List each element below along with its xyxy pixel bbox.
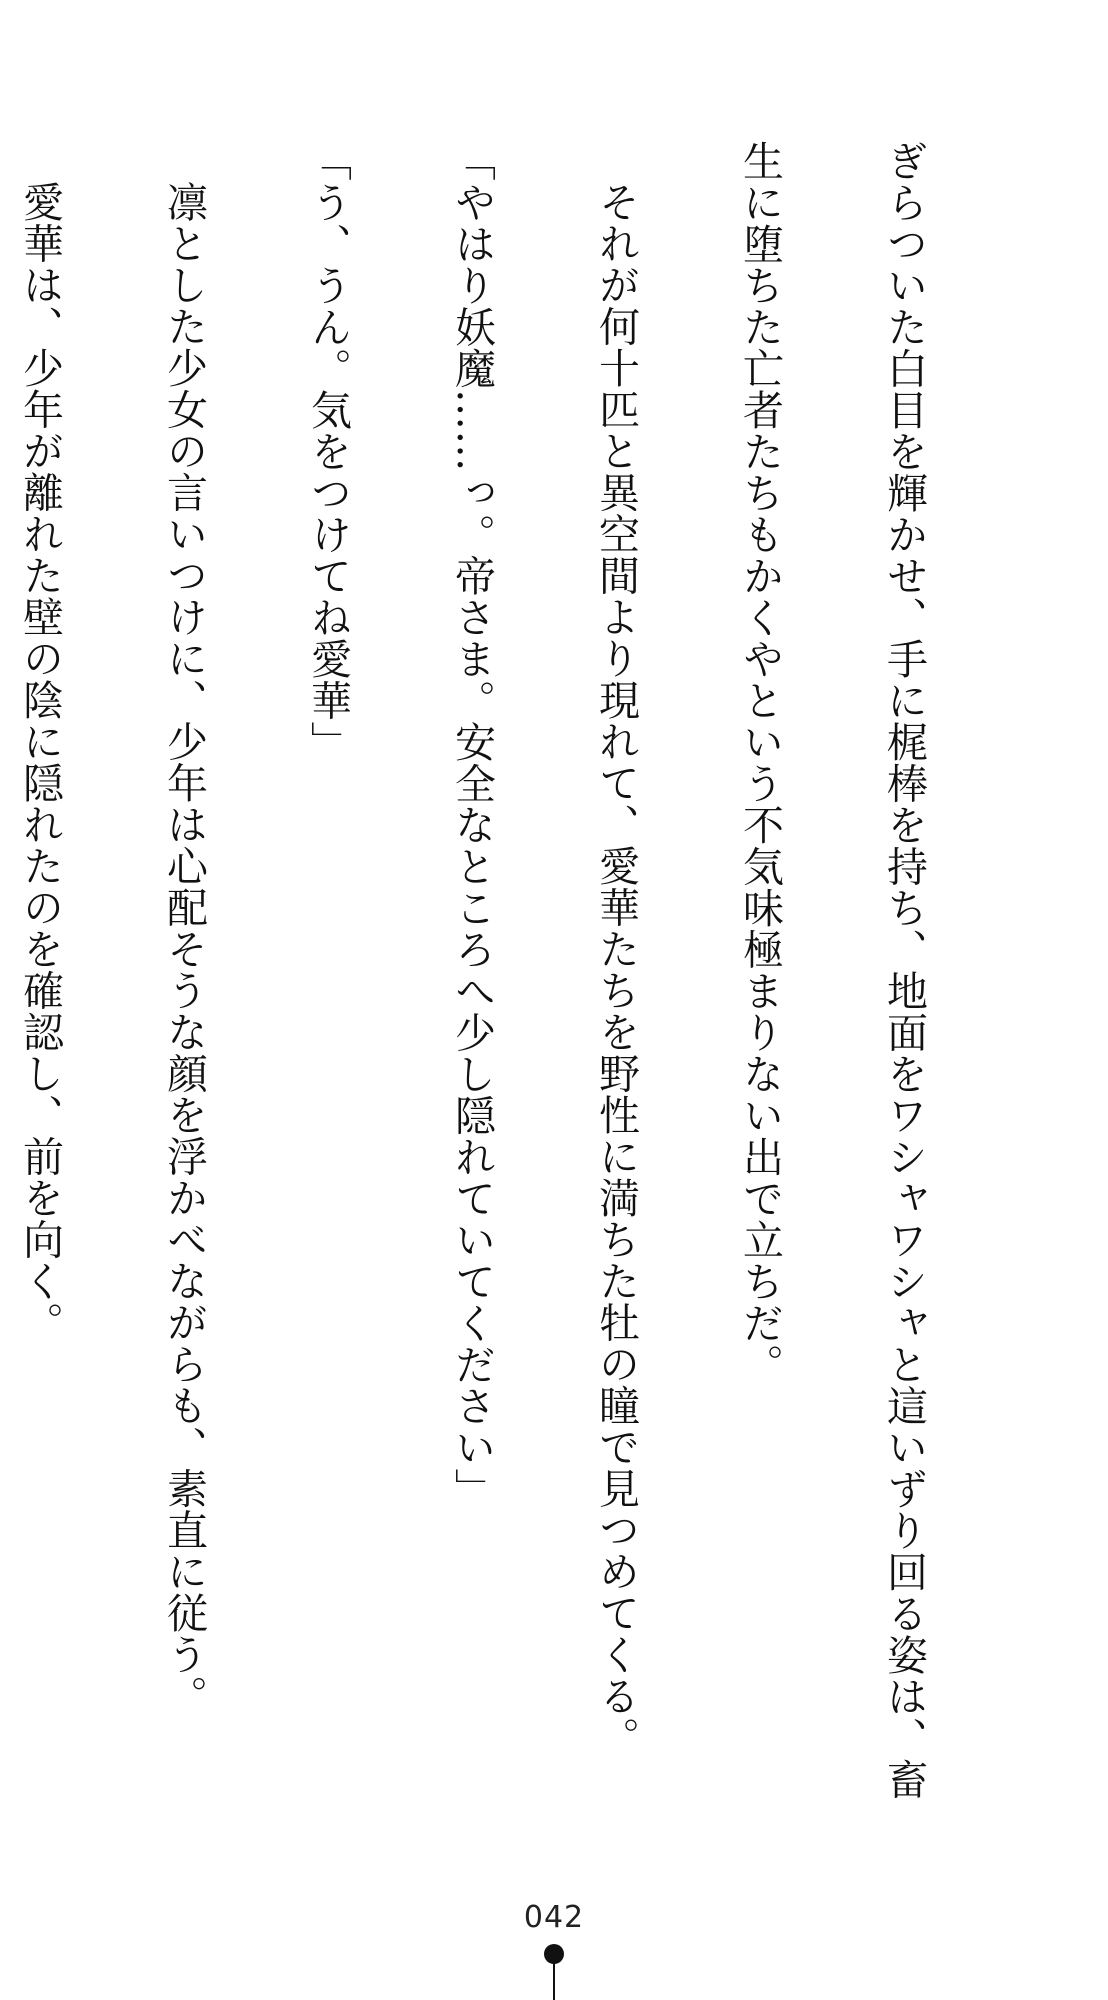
text-line: 「やはり妖魔……っ。帝さま。安全なところへ少し隠れていてください」: [448, 140, 496, 1510]
page-number: 042: [523, 1900, 585, 1935]
page-marker-line: [553, 1960, 555, 2000]
page-footer: [0, 1900, 1108, 2000]
text-line: ぎらついた白目を輝かせ、手に梶棒を持ち、地面をワシャワシャと這いずり回る姿は、畜: [880, 140, 928, 1800]
text-line: 愛華は、少年が離れた壁の陰に隠れたのを確認し、前を向く。: [16, 181, 64, 1343]
text-line: それが何十匹と異空間より現れて、愛華たちを野性に満ちた牡の瞳で見つめてくる。: [592, 181, 640, 1758]
text-line: 「う、うん。気をつけてね愛華」: [304, 140, 352, 763]
novel-body-text: [16, 140, 1024, 1800]
text-line: 生に堕ちた亡者たちもかくやという不気味極まりない出で立ちだ。: [736, 140, 784, 1385]
text-line: 凛とした少女の言いつけに、少年は心配そうな顔を浮かべながらも、素直に従う。: [160, 181, 208, 1717]
